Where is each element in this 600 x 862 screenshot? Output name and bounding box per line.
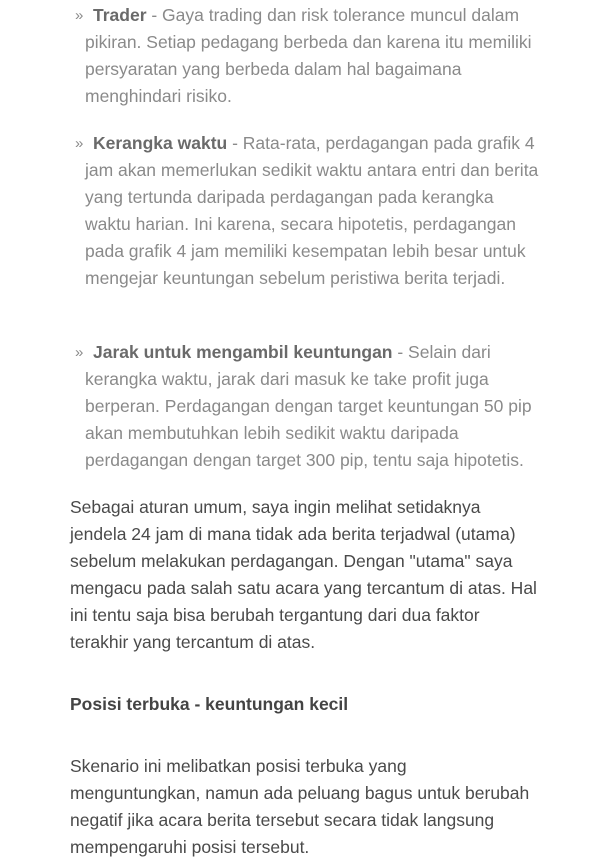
paragraph-general-rule: Sebagai aturan umum, saya ingin melihat setidaknya jendela 24 jam di mana tidak ada berita terjadwal (utama) sebelum melakukan perdagangan. Dengan "utama" saya mengacu pada salah satu acara yang tercantum di atas. Hal ini tentu saja bisa berubah tergantung dari dua faktor terakhir yang tercantum di atas. [70, 497, 537, 652]
list-item [0, 130, 600, 292]
bullet-text: - Selain dari kerangka waktu, jarak dari masuk ke take profit juga berperan. Perdagangan dengan target keuntungan 50 pip akan membutuhkan lebih sedikit waktu daripada perdagangan dengan target 300 pip, tentu saja hipotetis. [85, 342, 532, 470]
list-item [0, 339, 600, 474]
bullet-chevron-icon: » [75, 344, 84, 361]
bullet-chevron-icon: » [75, 7, 84, 24]
paragraph-scenario: Skenario ini melibatkan posisi terbuka yang menguntungkan, namun ada peluang bagus untuk berubah negatif jika acara berita tersebut secara tidak langsung mempengaruhi posisi tersebut. [70, 756, 530, 857]
bullet-term: Trader [93, 5, 147, 25]
bullet-term: Kerangka waktu [93, 133, 228, 153]
bullet-chevron-icon: » [75, 135, 84, 152]
list-item [0, 2, 600, 110]
bullet-text: - Rata-rata, perdagangan pada grafik 4 jam akan memerlukan sedikit waktu antara entri dan berita yang tertunda daripada perdagangan pada kerangka waktu harian. Ini karena, secara hipotetis, perdagangan pada grafik 4 jam memiliki kesempatan lebih besar untuk mengejar keuntungan sebelum peristiwa berita terjadi. [85, 133, 539, 288]
bullet-text: - Gaya trading dan risk tolerance muncul dalam pikiran. Setiap pedagang berbeda dan karena itu memiliki persyaratan yang berbeda dalam hal bagaimana menghindari risiko. [85, 5, 532, 106]
bullet-term: Jarak untuk mengambil keuntungan [93, 342, 393, 362]
section-heading: Posisi terbuka - keuntungan kecil [70, 694, 349, 714]
